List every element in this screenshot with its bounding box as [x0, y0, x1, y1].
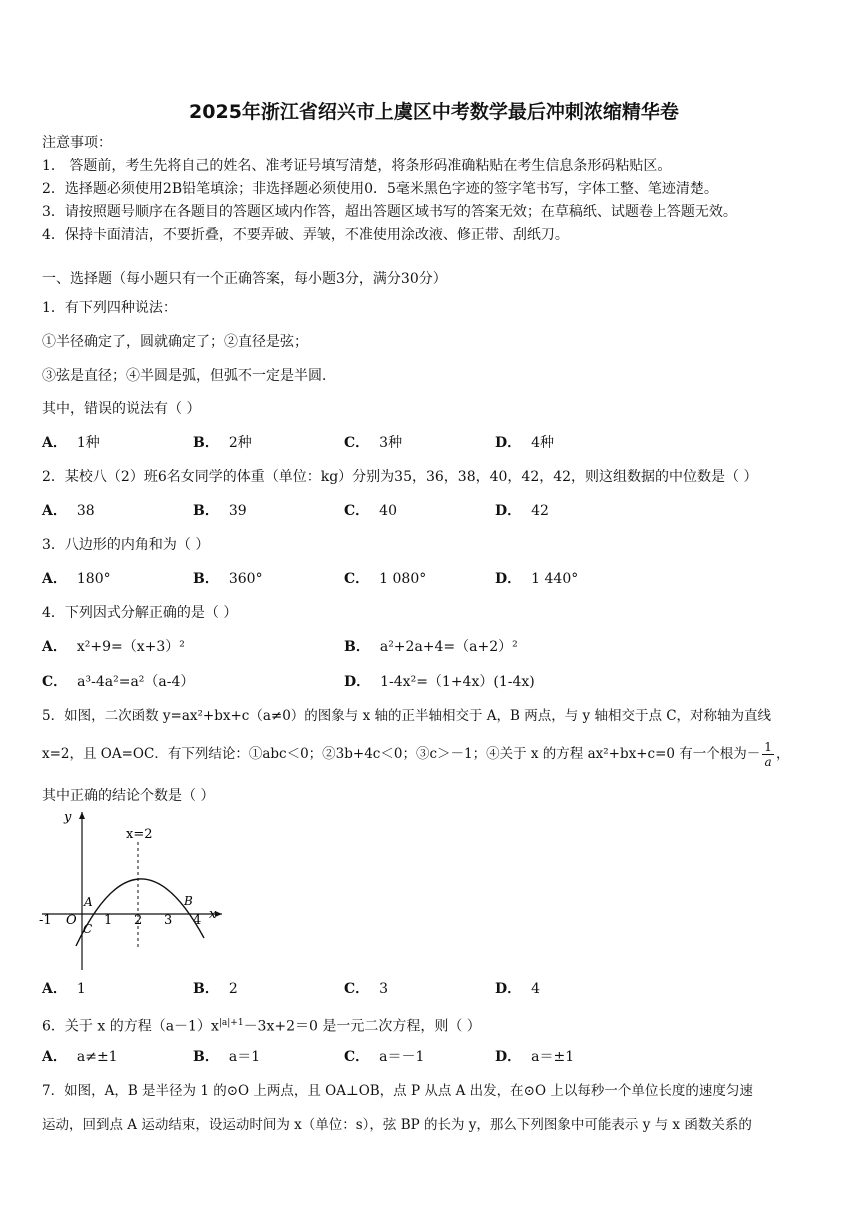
- option-letter: B．: [344, 639, 370, 655]
- q6-stem-b: －3x+2＝0 是一元二次方程，则（ ）: [243, 1018, 481, 1035]
- q1-line2: ①半径确定了，圆就确定了；②直径是弦；: [42, 334, 308, 350]
- q2-option-b[interactable]: [193, 502, 247, 520]
- q7-line2: 运动，回到点 A 运动结束，设运动时间为 x（单位：s），弦 BP 的长为 y，那么下列图象中可能表示 y 与 x 函数关系的: [42, 1117, 752, 1133]
- option-letter: D．: [344, 674, 371, 690]
- option-letter: D．: [495, 435, 522, 451]
- option-text: a≠±1: [76, 1049, 118, 1065]
- option-letter: D．: [495, 1049, 522, 1065]
- q4-stem: 4．下列因式分解正确的是（ ）: [42, 605, 238, 621]
- origin-label: O: [66, 913, 77, 928]
- q3-option-a[interactable]: [42, 570, 111, 588]
- option-letter: D．: [495, 503, 522, 519]
- notice-item-2: 2．选择题必须使用2B铅笔填涂；非选择题必须使用0．5毫米黑色字迹的签字笔书写，字体工整、笔迹清楚。: [42, 181, 718, 197]
- point-c-label: C: [83, 922, 93, 936]
- option-letter: B．: [193, 435, 219, 451]
- option-text: 1: [76, 981, 86, 997]
- q1-option-d[interactable]: [495, 434, 554, 452]
- option-text: a＝1: [228, 1049, 261, 1065]
- tick-label-1: 1: [104, 913, 113, 928]
- option-letter: C．: [344, 1049, 370, 1065]
- q1-line3: ③弦是直径；④半圆是弧，但弧不一定是半圆．: [42, 368, 336, 384]
- page-title: 2025年浙江省绍兴市上虞区中考数学最后冲刺浓缩精华卷: [189, 101, 679, 123]
- q2-option-a[interactable]: [42, 502, 95, 520]
- option-text: a³-4a²=a²（a-4）: [77, 674, 195, 690]
- q2-option-d[interactable]: [495, 502, 549, 520]
- notice-item-3: 3．请按照题号顺序在各题目的答题区域内作答，超出答题区域书写的答案无效；在草稿纸、试题卷上答题无效。: [42, 204, 737, 220]
- option-letter: A．: [42, 1049, 67, 1065]
- option-text: a＝±1: [531, 1049, 575, 1065]
- x-axis-label: x: [209, 907, 217, 922]
- q5-line3: 其中正确的结论个数是（ ）: [42, 788, 215, 804]
- option-letter: C．: [344, 571, 370, 587]
- option-text: 3: [379, 981, 389, 997]
- notice-item-1: 1． 答题前，考生先将自己的姓名、准考证号填写清楚，将条形码准确粘贴在考生信息条形码粘贴区。: [42, 158, 672, 174]
- option-text: 1-4x²=（1+4x）(1-4x): [380, 674, 535, 690]
- q2-stem: 2．某校八（2）班6名女同学的体重（单位：kg）分别为35，36，38，40，42，42，则这组数据的中位数是（ ）: [42, 469, 758, 485]
- fraction: [762, 740, 774, 769]
- q3-option-b[interactable]: [193, 570, 263, 588]
- fraction-denominator: a: [764, 755, 772, 769]
- q5-option-d[interactable]: [495, 980, 540, 998]
- option-letter: B．: [193, 981, 219, 997]
- q1-stem: 1．有下列四种说法：: [42, 300, 177, 316]
- q6-option-a[interactable]: [42, 1048, 118, 1066]
- tick-label-3: 3: [164, 913, 173, 928]
- option-text: 4: [531, 981, 541, 997]
- option-text: 38: [76, 503, 95, 519]
- notice-heading: 注意事项：: [42, 135, 112, 151]
- q4-option-c[interactable]: [42, 673, 194, 691]
- option-text: 360°: [228, 571, 263, 587]
- q5-stem: 5．如图，二次函数 y=ax²+bx+c（a≠0）的图象与 x 轴的正半轴相交于 A，B 两点，与 y 轴相交于点 C，对称轴为直线: [42, 708, 772, 724]
- q6-exponent: |a|+1: [218, 1018, 244, 1028]
- q4-option-a[interactable]: [42, 638, 185, 656]
- option-text: 40: [379, 503, 397, 519]
- option-letter: A．: [42, 981, 67, 997]
- q6-option-b[interactable]: [193, 1048, 260, 1066]
- q4-option-b[interactable]: [344, 638, 518, 656]
- option-letter: D．: [495, 981, 522, 997]
- point-b-label: B: [184, 894, 193, 908]
- q5-option-a[interactable]: [42, 980, 86, 998]
- option-text: 1 440°: [531, 571, 579, 587]
- tick-label-2: 2: [134, 913, 143, 928]
- option-letter: C．: [344, 981, 370, 997]
- option-text: a²+2a+4=（a+2）²: [379, 639, 518, 655]
- y-axis-label: y: [64, 810, 72, 825]
- option-letter: C．: [344, 435, 370, 451]
- q1-option-b[interactable]: [193, 434, 252, 452]
- symmetry-axis-label: x=2: [126, 827, 153, 842]
- option-letter: A．: [42, 503, 67, 519]
- q3-stem: 3．八边形的内角和为（ ）: [42, 537, 210, 553]
- point-a-label: A: [84, 895, 93, 909]
- fraction-numerator: 1: [764, 740, 772, 754]
- option-letter: B．: [193, 571, 219, 587]
- option-text: 39: [228, 503, 247, 519]
- tick-label-4: 4: [193, 913, 202, 928]
- option-text: 180°: [76, 571, 111, 587]
- option-letter: A．: [42, 571, 67, 587]
- option-letter: C．: [344, 503, 370, 519]
- q3-option-d[interactable]: [495, 570, 578, 588]
- option-letter: C．: [42, 674, 68, 690]
- q3-option-c[interactable]: [344, 570, 426, 588]
- option-letter: A．: [42, 435, 67, 451]
- option-text: 2种: [228, 435, 252, 451]
- q1-option-c[interactable]: [344, 434, 402, 452]
- q6-option-c[interactable]: [344, 1048, 424, 1066]
- q1-option-a[interactable]: [42, 434, 100, 452]
- y-axis-arrow: [79, 812, 85, 819]
- q6-stem: [42, 1014, 481, 1036]
- option-text: a＝－1: [379, 1049, 425, 1065]
- option-text: 42: [531, 503, 549, 519]
- option-letter: D．: [495, 571, 522, 587]
- q1-line4: 其中，错误的说法有（ ）: [42, 401, 201, 417]
- tick-label-neg1: -1: [39, 913, 52, 928]
- q5-line2-text: x=2，且 OA=OC．有下列结论：①abc＜0；②3b+4c＜0；③c＞－1；④关于 x 的方程 ax²+bx+c=0 有一个根为－: [42, 746, 761, 762]
- q2-option-c[interactable]: [344, 502, 397, 520]
- parabola-graph: [36, 806, 226, 974]
- option-text: 1 080°: [379, 571, 427, 587]
- q4-option-d[interactable]: [344, 673, 535, 691]
- q5-option-c[interactable]: [344, 980, 388, 998]
- notice-item-4: 4．保持卡面清洁，不要折叠，不要弄破、弄皱，不准使用涂改液、修正带、刮纸刀。: [42, 227, 569, 243]
- option-letter: A．: [42, 639, 67, 655]
- option-letter: B．: [193, 1049, 219, 1065]
- q6-option-d[interactable]: [495, 1048, 574, 1066]
- option-text: 2: [228, 981, 238, 997]
- q5-option-b[interactable]: [193, 980, 238, 998]
- q7-line1: 7．如图，A，B 是半径为 1 的⊙O 上两点，且 OA⊥OB，点 P 从点 A 出发，在⊙O 上以每秒一个单位长度的速度匀速: [42, 1083, 753, 1099]
- q5-line2: [42, 740, 789, 769]
- option-text: 1种: [76, 435, 100, 451]
- option-letter: B．: [193, 503, 219, 519]
- option-text: 3种: [379, 435, 403, 451]
- q5-line2-end: ，: [775, 746, 790, 762]
- option-text: 4种: [531, 435, 555, 451]
- option-text: x²+9=（x+3）²: [76, 639, 185, 655]
- q6-stem-a: 6．关于 x 的方程（a－1）x: [42, 1018, 219, 1035]
- section-heading: 一、选择题（每小题只有一个正确答案，每小题3分，满分30分）: [42, 271, 447, 287]
